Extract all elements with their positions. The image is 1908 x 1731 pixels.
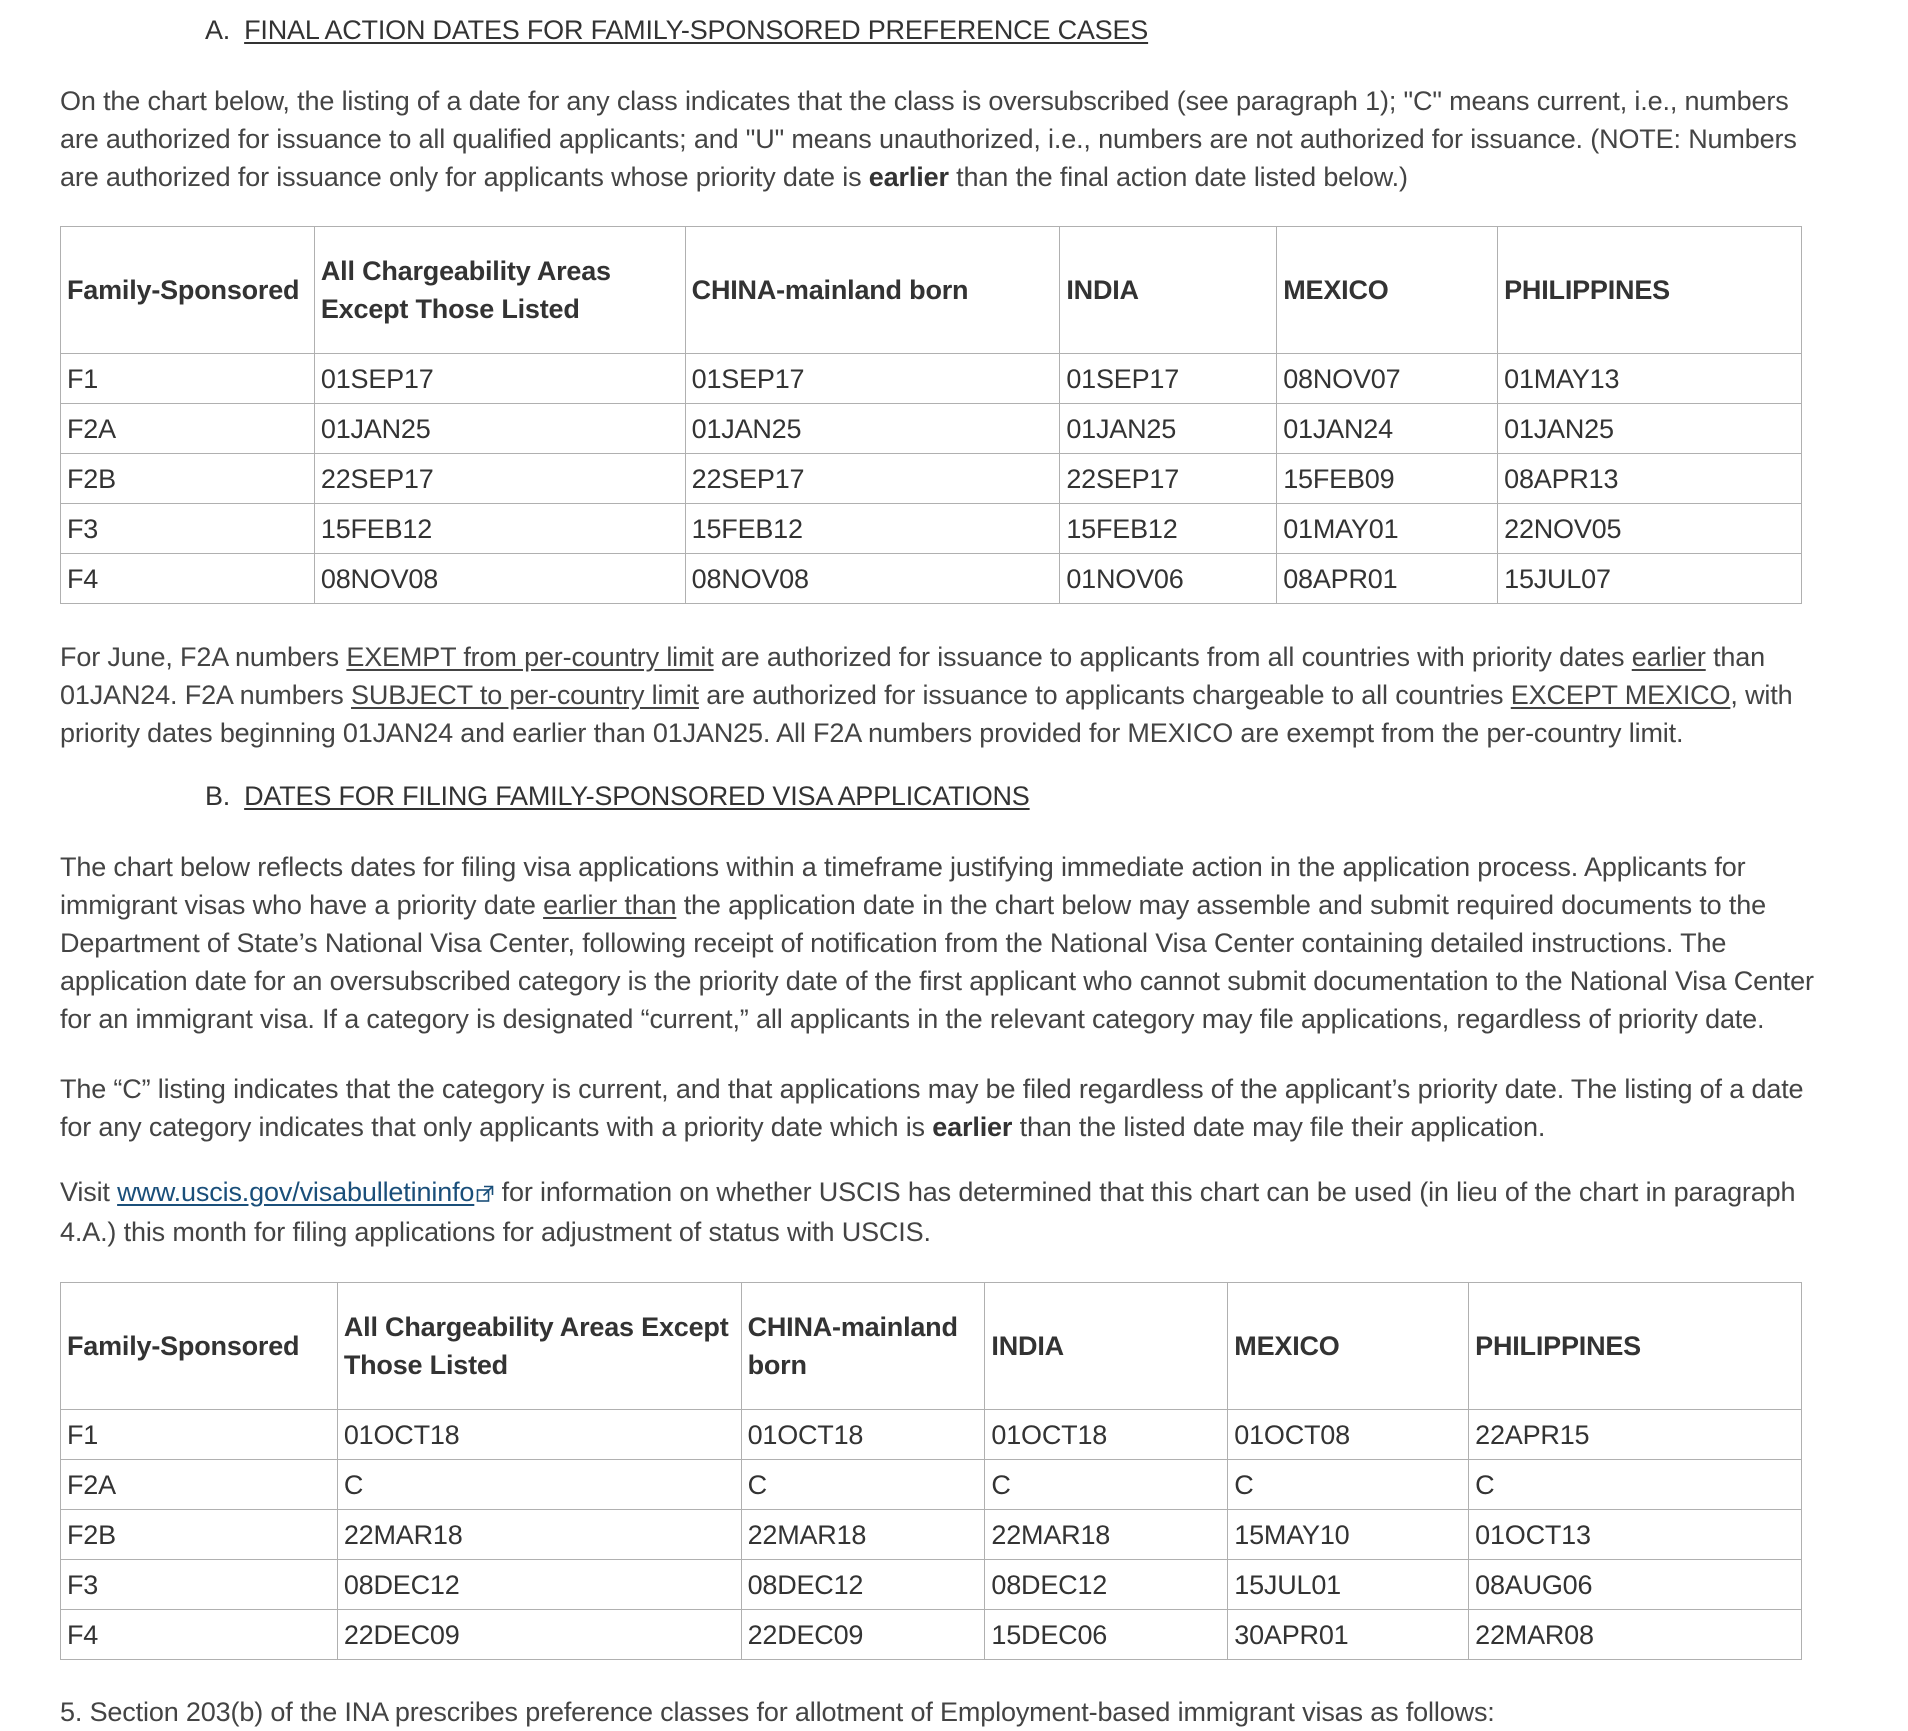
note-text-5: , with priority dates beginning 01JAN24 and earlier than 01JAN25. All F2A numbers provided for MEXICO are exempt from the per-country limit. <box>60 680 1793 748</box>
date-cell: 08NOV08 <box>314 554 685 604</box>
date-cell: 01OCT18 <box>741 1410 985 1460</box>
date-cell: 22MAR08 <box>1469 1610 1802 1660</box>
category-cell: F2A <box>61 1460 338 1510</box>
section-a-f2a-note <box>60 638 1820 752</box>
table-row <box>61 1510 1802 1560</box>
date-cell: 22DEC09 <box>337 1610 741 1660</box>
date-cell: 01JAN25 <box>1060 404 1277 454</box>
table-row <box>61 1410 1802 1460</box>
table-header-row <box>61 227 1802 354</box>
section-5-intro: 5. Section 203(b) of the INA prescribes preference classes for allotment of Employment-based immigrant visas as follows: <box>60 1697 1495 1727</box>
date-cell: 15FEB12 <box>685 504 1060 554</box>
category-cell: F2B <box>61 1510 338 1560</box>
date-cell: 15FEB12 <box>314 504 685 554</box>
section-b-title: DATES FOR FILING FAMILY-SPONSORED VISA APPLICATIONS <box>244 781 1030 811</box>
column-header: PHILIPPINES <box>1498 227 1802 354</box>
date-cell: C <box>741 1460 985 1510</box>
b-p3-text-1: Visit <box>60 1177 118 1207</box>
date-cell: 15DEC06 <box>985 1610 1228 1660</box>
category-cell: F2A <box>61 404 315 454</box>
date-cell: 22APR15 <box>1469 1410 1802 1460</box>
date-cell: 01SEP17 <box>1060 354 1277 404</box>
date-cell: 08APR01 <box>1277 554 1498 604</box>
table-row <box>61 554 1802 604</box>
column-header: All Chargeability Areas Except Those Listed <box>314 227 685 354</box>
date-cell: 01SEP17 <box>685 354 1060 404</box>
date-cell: 01JAN25 <box>685 404 1060 454</box>
column-header: CHINA-mainland born <box>685 227 1060 354</box>
date-cell: 15MAY10 <box>1228 1510 1469 1560</box>
date-cell: 22MAR18 <box>337 1510 741 1560</box>
column-header: Family-Sponsored <box>61 227 315 354</box>
category-cell: F3 <box>61 504 315 554</box>
date-cell: 01JAN24 <box>1277 404 1498 454</box>
date-cell: 15FEB12 <box>1060 504 1277 554</box>
uscis-visa-bulletin-link[interactable]: www.uscis.gov/visabulletininfo <box>117 1177 475 1207</box>
date-cell: 08NOV08 <box>685 554 1060 604</box>
b-p1-text-1: The chart below reflects dates for filing visa applications within a timeframe justifying immediate action in the application process. Applicants for immigrant visas who have a priority date <box>60 852 1746 920</box>
date-cell: 08DEC12 <box>985 1560 1228 1610</box>
column-header: MEXICO <box>1228 1283 1469 1410</box>
column-header: INDIA <box>985 1283 1228 1410</box>
date-cell: 08NOV07 <box>1277 354 1498 404</box>
section-b-heading <box>205 781 1030 812</box>
category-cell: F2B <box>61 454 315 504</box>
date-cell: 15FEB09 <box>1277 454 1498 504</box>
section-a-letter: A. <box>205 15 231 45</box>
final-action-dates-table <box>60 226 1802 604</box>
category-cell: F3 <box>61 1560 338 1610</box>
date-cell: C <box>1469 1460 1802 1510</box>
date-cell: 01MAY01 <box>1277 504 1498 554</box>
section-b-paragraph-1 <box>60 848 1820 1038</box>
date-cell: 01OCT18 <box>337 1410 741 1460</box>
table-row <box>61 354 1802 404</box>
b-p2-text-1: The “C” listing indicates that the category is current, and that applications may be filed regardless of the applicant’s priority date. The listing of a date for any category indicates that only applicants with a priority date which is <box>60 1074 1804 1142</box>
b-p3-text-2: for information on whether USCIS has determined that this chart can be used (in lieu of the chart in paragraph 4.A.) this month for filing applications for adjustment of status with USCIS. <box>60 1177 1796 1247</box>
note-text-3: than 01JAN24. F2A numbers <box>60 642 1766 710</box>
table-header-row <box>61 1283 1802 1410</box>
section-a-title: FINAL ACTION DATES FOR FAMILY-SPONSORED PREFERENCE CASES <box>244 15 1149 45</box>
date-cell: 30APR01 <box>1228 1610 1469 1660</box>
column-header: PHILIPPINES <box>1469 1283 1802 1410</box>
category-cell: F1 <box>61 1410 338 1460</box>
table-row <box>61 1560 1802 1610</box>
b-p2-text-2: than the listed date may file their application. <box>1012 1112 1546 1142</box>
table-row <box>61 1460 1802 1510</box>
section-b-paragraph-3 <box>60 1173 1820 1251</box>
date-cell: 08AUG06 <box>1469 1560 1802 1610</box>
column-header: All Chargeability Areas Except Those Listed <box>337 1283 741 1410</box>
column-header: INDIA <box>1060 227 1277 354</box>
note-text-4: are authorized for issuance to applicants chargeable to all countries <box>698 680 1511 710</box>
column-header: CHINA-mainland born <box>741 1283 985 1410</box>
note-underline-except-mexico: EXCEPT MEXICO <box>1510 680 1731 710</box>
column-header: MEXICO <box>1277 227 1498 354</box>
date-cell: 01JAN25 <box>1498 404 1802 454</box>
section-a-heading <box>205 15 1148 46</box>
table-row <box>61 504 1802 554</box>
date-cell: 08DEC12 <box>337 1560 741 1610</box>
date-cell: 22NOV05 <box>1498 504 1802 554</box>
date-cell: 01MAY13 <box>1498 354 1802 404</box>
b-p1-underline-earlier-than: earlier than <box>543 890 677 920</box>
date-cell: 15JUL07 <box>1498 554 1802 604</box>
intro-bold-earlier: earlier <box>868 162 949 192</box>
date-cell: 01NOV06 <box>1060 554 1277 604</box>
date-cell: 01JAN25 <box>314 404 685 454</box>
date-cell: 22DEC09 <box>741 1610 985 1660</box>
table-row <box>61 1610 1802 1660</box>
note-underline-subject: SUBJECT to per-country limit <box>351 680 699 710</box>
date-cell: 22SEP17 <box>1060 454 1277 504</box>
category-cell: F4 <box>61 554 315 604</box>
b-p2-bold-earlier: earlier <box>932 1112 1013 1142</box>
dates-for-filing-table <box>60 1282 1802 1660</box>
date-cell: 22SEP17 <box>685 454 1060 504</box>
date-cell: 01OCT18 <box>985 1410 1228 1460</box>
note-underline-earlier: earlier <box>1631 642 1706 672</box>
date-cell: C <box>1228 1460 1469 1510</box>
date-cell: 01SEP17 <box>314 354 685 404</box>
date-cell: 15JUL01 <box>1228 1560 1469 1610</box>
date-cell: 08DEC12 <box>741 1560 985 1610</box>
table-row <box>61 454 1802 504</box>
section-b-paragraph-2 <box>60 1070 1820 1146</box>
date-cell: 01OCT13 <box>1469 1510 1802 1560</box>
section-b-letter: B. <box>205 781 231 811</box>
section-a-intro <box>60 82 1820 196</box>
category-cell: F1 <box>61 354 315 404</box>
date-cell: 22SEP17 <box>314 454 685 504</box>
date-cell: 22MAR18 <box>985 1510 1228 1560</box>
date-cell: 01OCT08 <box>1228 1410 1469 1460</box>
date-cell: 08APR13 <box>1498 454 1802 504</box>
date-cell: C <box>985 1460 1228 1510</box>
date-cell: C <box>337 1460 741 1510</box>
table-row <box>61 404 1802 454</box>
note-underline-exempt: EXEMPT from per-country limit <box>346 642 714 672</box>
intro-text-2: than the final action date listed below.) <box>948 162 1408 192</box>
category-cell: F4 <box>61 1610 338 1660</box>
external-link-icon <box>476 1175 494 1213</box>
note-text-1: For June, F2A numbers <box>60 642 347 672</box>
date-cell: 22MAR18 <box>741 1510 985 1560</box>
column-header: Family-Sponsored <box>61 1283 338 1410</box>
b-p1-text-2: the application date in the chart below may assemble and submit required documents to the Department of State’s National Visa Center, following receipt of notification from the National Visa Center containing detailed instructions. The application date for an oversubscribed category is the priority date of the first applicant who cannot submit documentation to the National Visa Center for an immigrant visa. If a category is designated “current,” all applicants in the relevant category may file applications, regardless of priority date. <box>60 890 1814 1034</box>
intro-text-1: On the chart below, the listing of a date for any class indicates that the class is oversubscribed (see paragraph 1); "C" means current, i.e., numbers are authorized for issuance to all qualified applicants; and "U" means unauthorized, i.e., numbers are not authorized for issuance. (NOTE: Numbers are authorized for issuance only for applicants whose priority date is <box>60 86 1797 192</box>
note-text-2: are authorized for issuance to applicants from all countries with priority dates <box>713 642 1632 672</box>
